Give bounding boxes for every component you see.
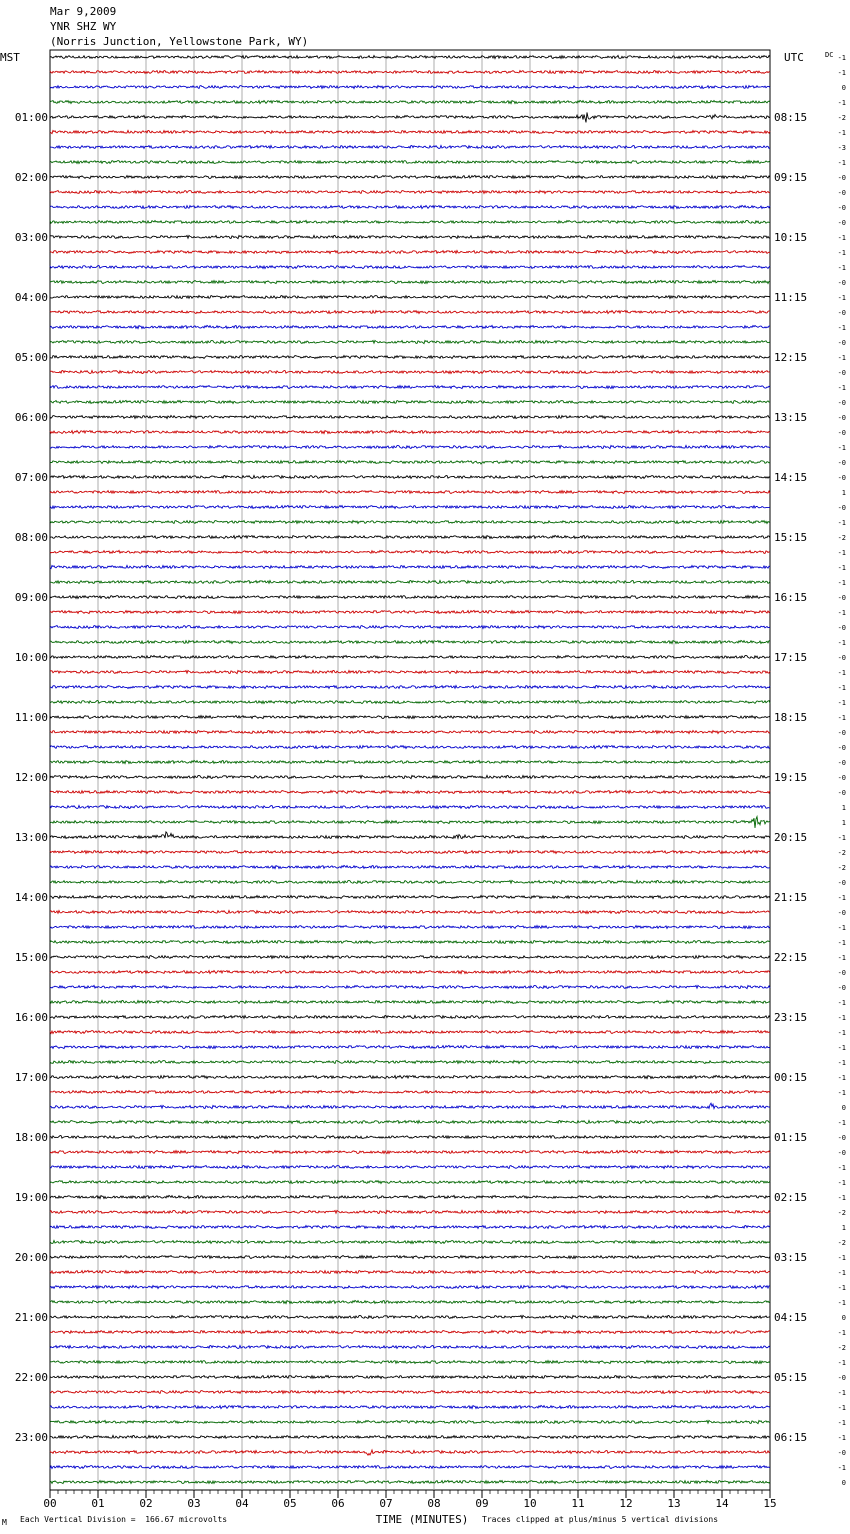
x-tick-label: 14 (715, 1497, 729, 1510)
dc-offset-label: -1 (837, 564, 846, 572)
dc-offset-label: -0 (837, 414, 846, 422)
dc-offset-label: -1 (837, 324, 846, 332)
dc-offset-label: -1 (837, 1029, 846, 1037)
dc-offset-label: -1 (837, 924, 846, 932)
trace-line (50, 1466, 770, 1469)
utc-hour-label: 22:15 (774, 951, 808, 964)
mst-hour-label: 18:00 (14, 1131, 48, 1144)
trace-layer (50, 55, 770, 1483)
dc-offset-label: -0 (837, 459, 846, 467)
trace-line (50, 1103, 770, 1108)
trace-line (50, 445, 770, 448)
mst-hour-label: 06:00 (14, 411, 48, 424)
trace-line (50, 1241, 770, 1244)
dc-offset-label: -0 (837, 339, 846, 347)
trace-line (50, 100, 770, 103)
trace-line (50, 655, 770, 658)
dc-offset-label: -1 (837, 894, 846, 902)
trace-line (50, 1315, 770, 1318)
trace-line (50, 1150, 770, 1153)
mst-hour-label: 04:00 (14, 291, 48, 304)
trace-line (50, 295, 770, 298)
trace-line (50, 1165, 770, 1168)
trace-line (50, 832, 770, 839)
trace-line (50, 86, 770, 89)
x-tick-label: 01 (91, 1497, 105, 1510)
dc-offset-label: 0 (841, 1314, 846, 1322)
trace-line (50, 1181, 770, 1184)
dc-offset-label: -1 (837, 129, 846, 137)
dc-offset-label: -1 (837, 1404, 846, 1412)
dc-offset-label: -1 (837, 1299, 846, 1307)
trace-line (50, 251, 770, 254)
trace-line (50, 865, 770, 868)
trace-line (50, 817, 770, 828)
dc-offset-label: -0 (837, 369, 846, 377)
dc-offset-label: 1 (841, 489, 846, 497)
x-tick-label: 10 (523, 1497, 537, 1510)
utc-hour-label: 13:15 (774, 411, 808, 424)
mst-hour-label: 14:00 (14, 891, 48, 904)
dc-offset-label: -2 (837, 1239, 846, 1247)
utc-hour-label: 03:15 (774, 1251, 808, 1264)
dc-offset-label: -1 (837, 1434, 846, 1442)
dc-offset-label: -1 (837, 1329, 846, 1337)
mst-hour-label: 23:00 (14, 1431, 48, 1444)
dc-offset-label: -0 (837, 759, 846, 767)
utc-hour-label: 12:15 (774, 351, 808, 364)
trace-line (50, 356, 770, 359)
dc-offset-label: -0 (837, 399, 846, 407)
mst-hour-label: 15:00 (14, 951, 48, 964)
dc-offset-label: -0 (837, 504, 846, 512)
trace-line (50, 1450, 770, 1455)
dc-offset-label: -2 (837, 114, 846, 122)
trace-line (50, 1256, 770, 1259)
dc-offset-label: 1 (841, 804, 846, 812)
dc-offset-label: -1 (837, 354, 846, 362)
footer-left-mark: M (2, 1518, 7, 1527)
dc-offset-label: -3 (837, 144, 846, 152)
dc-offset-label: -0 (837, 879, 846, 887)
trace-line (50, 146, 770, 149)
dc-offset-label: -1 (837, 834, 846, 842)
dc-offset-label: -0 (837, 984, 846, 992)
mst-axis-label: MST (0, 51, 20, 64)
dc-offset-label: -1 (837, 684, 846, 692)
dc-offset-label: -1 (837, 1164, 846, 1172)
trace-line (50, 340, 770, 343)
trace-line (50, 610, 770, 613)
trace-line (50, 371, 770, 374)
trace-line (50, 430, 770, 433)
mst-hour-label: 16:00 (14, 1011, 48, 1024)
trace-line (50, 1420, 770, 1423)
dc-offset-label: -1 (837, 1359, 846, 1367)
trace-line (50, 1075, 770, 1078)
dc-offset-label: -2 (837, 849, 846, 857)
mst-hour-label: 17:00 (14, 1071, 48, 1084)
dc-offset-label: -1 (837, 714, 846, 722)
dc-offset-label: -1 (837, 1419, 846, 1427)
mst-hour-label: 08:00 (14, 531, 48, 544)
trace-line (50, 266, 770, 269)
dc-offset-label: -1 (837, 1389, 846, 1397)
mst-hour-label: 21:00 (14, 1311, 48, 1324)
trace-line (50, 956, 770, 959)
trace-line (50, 130, 770, 133)
x-tick-label: 05 (283, 1497, 297, 1510)
trace-line (50, 535, 770, 538)
trace-line (50, 791, 770, 794)
dc-offset-label: -0 (837, 909, 846, 917)
trace-line (50, 1391, 770, 1394)
trace-line (50, 280, 770, 283)
dc-offset-label: -1 (837, 294, 846, 302)
dc-offset-label: -0 (837, 279, 846, 287)
dc-offset-label: -1 (837, 384, 846, 392)
trace-line (50, 1480, 770, 1483)
trace-line (50, 70, 770, 73)
dc-offset-label: -0 (837, 174, 846, 182)
trace-line (50, 746, 770, 749)
dc-offset-label: -1 (837, 1074, 846, 1082)
dc-offset-label: -1 (837, 249, 846, 257)
x-tick-label: 09 (475, 1497, 489, 1510)
dc-offset-label: -0 (837, 189, 846, 197)
utc-hour-label: 00:15 (774, 1071, 808, 1084)
utc-hour-label: 15:15 (774, 531, 808, 544)
dc-offset-label: -0 (837, 654, 846, 662)
trace-line (50, 205, 770, 208)
trace-line (50, 190, 770, 193)
dc-offset-label: -2 (837, 534, 846, 542)
trace-line (50, 476, 770, 479)
trace-line (50, 1375, 770, 1378)
utc-hour-label: 19:15 (774, 771, 808, 784)
trace-line (50, 55, 770, 58)
dc-offset-label: -1 (837, 639, 846, 647)
dc-offset-label: -1 (837, 1254, 846, 1262)
utc-hour-label: 16:15 (774, 591, 808, 604)
vertical-scale-note: Each Vertical Division = 166.67 microvolts (20, 1515, 228, 1524)
x-tick-label: 07 (379, 1497, 393, 1510)
dc-offset-label: -2 (837, 1344, 846, 1352)
x-axis-title: TIME (MINUTES) (375, 1513, 469, 1526)
trace-line (50, 985, 770, 988)
trace-line (50, 581, 770, 584)
dc-offset-label: 1 (841, 819, 846, 827)
trace-line (50, 1031, 770, 1034)
dc-offset-label: -0 (837, 774, 846, 782)
trace-line (50, 1121, 770, 1124)
trace-line (50, 175, 770, 178)
utc-hour-label: 08:15 (774, 111, 808, 124)
station-code: YNR SHZ WY (50, 20, 117, 33)
dc-offset-label: -0 (837, 594, 846, 602)
trace-line (50, 416, 770, 419)
utc-hour-label: 20:15 (774, 831, 808, 844)
trace-line (50, 1210, 770, 1213)
trace-line (50, 235, 770, 238)
utc-hour-label: 17:15 (774, 651, 808, 664)
dc-label: DC (825, 51, 834, 59)
utc-hour-label: 06:15 (774, 1431, 808, 1444)
dc-offset-label: -0 (837, 1134, 846, 1142)
trace-line (50, 565, 770, 568)
trace-line (50, 806, 770, 809)
trace-line (50, 1435, 770, 1438)
x-tick-label: 03 (187, 1497, 201, 1510)
dc-offset-label: -0 (837, 429, 846, 437)
x-tick-label: 15 (763, 1497, 777, 1510)
dc-offset-label: -1 (837, 444, 846, 452)
dc-offset-label: -1 (837, 1284, 846, 1292)
trace-line (50, 505, 770, 508)
dc-offset-label: -1 (837, 579, 846, 587)
trace-line (50, 851, 770, 854)
utc-hour-label: 10:15 (774, 231, 808, 244)
trace-line (50, 311, 770, 314)
trace-line (50, 1300, 770, 1303)
x-tick-label: 06 (331, 1497, 345, 1510)
mst-hour-label: 20:00 (14, 1251, 48, 1264)
trace-line (50, 1090, 770, 1093)
trace-line (50, 596, 770, 599)
trace-line (50, 896, 770, 899)
trace-line (50, 715, 770, 718)
dc-offset-label: -0 (837, 204, 846, 212)
dc-offset-label: -0 (837, 624, 846, 632)
trace-line (50, 1016, 770, 1019)
trace-line (50, 970, 770, 973)
dc-offset-label: -1 (837, 54, 846, 62)
utc-hour-label: 21:15 (774, 891, 808, 904)
dc-offset-label: -1 (837, 699, 846, 707)
trace-line (50, 880, 770, 883)
utc-hour-label: 05:15 (774, 1371, 808, 1384)
station-location: (Norris Junction, Yellowstone Park, WY) (50, 35, 309, 48)
trace-line (50, 1361, 770, 1364)
clip-note: Traces clipped at plus/minus 5 vertical divisions (482, 1515, 719, 1524)
mst-hour-label: 19:00 (14, 1191, 48, 1204)
utc-axis-label: UTC (784, 51, 804, 64)
trace-line (50, 550, 770, 553)
trace-line (50, 911, 770, 914)
mst-hour-label: 01:00 (14, 111, 48, 124)
trace-line (50, 112, 770, 122)
trace-line (50, 386, 770, 389)
dc-offset-label: -1 (837, 669, 846, 677)
trace-line (50, 730, 770, 733)
trace-line (50, 1195, 770, 1198)
utc-hour-label: 09:15 (774, 171, 808, 184)
dc-offset-label: -0 (837, 1449, 846, 1457)
trace-line (50, 1331, 770, 1334)
utc-hour-label: 02:15 (774, 1191, 808, 1204)
dc-offset-label: -0 (837, 309, 846, 317)
x-tick-label: 13 (667, 1497, 681, 1510)
dc-offset-label: -1 (837, 1194, 846, 1202)
dc-offset-label: -0 (837, 729, 846, 737)
dc-offset-label: -1 (837, 1464, 846, 1472)
dc-offset-label: -0 (837, 474, 846, 482)
trace-line (50, 491, 770, 494)
trace-line (50, 161, 770, 164)
dc-offset-label: -1 (837, 519, 846, 527)
dc-offset-label: -1 (837, 939, 846, 947)
mst-hour-label: 12:00 (14, 771, 48, 784)
dc-offset-label: -2 (837, 1209, 846, 1217)
dc-offset-label: -0 (837, 1149, 846, 1157)
x-tick-label: 08 (427, 1497, 441, 1510)
trace-line (50, 1346, 770, 1349)
dc-offset-label: -1 (837, 234, 846, 242)
dc-offset-label: 1 (841, 1224, 846, 1232)
trace-line (50, 670, 770, 673)
dc-offset-label: -1 (837, 1014, 846, 1022)
dc-offset-label: -1 (837, 549, 846, 557)
dc-offset-label: -1 (837, 159, 846, 167)
utc-hour-label: 18:15 (774, 711, 808, 724)
dc-offset-label: 0 (841, 1104, 846, 1112)
dc-offset-label: -0 (837, 1374, 846, 1382)
mst-hour-label: 05:00 (14, 351, 48, 364)
plot-date: Mar 9,2009 (50, 5, 117, 18)
trace-line (50, 701, 770, 704)
trace-line (50, 220, 770, 223)
dc-offset-label: -1 (837, 999, 846, 1007)
trace-line (50, 940, 770, 943)
trace-line (50, 400, 770, 403)
trace-line (50, 1136, 770, 1139)
trace-line (50, 521, 770, 524)
x-tick-label: 02 (139, 1497, 153, 1510)
trace-line (50, 1000, 770, 1003)
trace-line (50, 775, 770, 778)
trace-line (50, 640, 770, 643)
trace-line (50, 461, 770, 465)
mst-hour-label: 10:00 (14, 651, 48, 664)
dc-offset-label: -0 (837, 219, 846, 227)
dc-offset-label: -2 (837, 864, 846, 872)
trace-line (50, 1405, 770, 1408)
trace-line (50, 926, 770, 929)
utc-hour-label: 14:15 (774, 471, 808, 484)
dc-offset-label: -1 (837, 99, 846, 107)
x-tick-label: 12 (619, 1497, 633, 1510)
dc-offset-label: -0 (837, 744, 846, 752)
dc-offset-label: -1 (837, 1179, 846, 1187)
utc-hour-label: 04:15 (774, 1311, 808, 1324)
utc-hour-label: 01:15 (774, 1131, 808, 1144)
trace-line (50, 1286, 770, 1289)
utc-hour-label: 23:15 (774, 1011, 808, 1024)
dc-offset-label: 0 (841, 1479, 846, 1487)
trace-line (50, 1061, 770, 1064)
label-layer (15, 54, 846, 1510)
mst-hour-label: 02:00 (14, 171, 48, 184)
dc-offset-label: -1 (837, 264, 846, 272)
trace-line (50, 625, 770, 628)
dc-offset-label: -1 (837, 954, 846, 962)
mst-hour-label: 11:00 (14, 711, 48, 724)
dc-offset-label: -1 (837, 1059, 846, 1067)
dc-offset-label: -1 (837, 1119, 846, 1127)
dc-offset-label: -1 (837, 69, 846, 77)
dc-offset-label: -1 (837, 609, 846, 617)
trace-line (50, 1270, 770, 1273)
trace-line (50, 1045, 770, 1048)
dc-offset-label: -1 (837, 1044, 846, 1052)
x-tick-label: 11 (571, 1497, 585, 1510)
dc-offset-label: -0 (837, 789, 846, 797)
x-tick-label: 04 (235, 1497, 249, 1510)
mst-hour-label: 07:00 (14, 471, 48, 484)
dc-offset-label: -1 (837, 1269, 846, 1277)
utc-hour-label: 11:15 (774, 291, 808, 304)
mst-hour-label: 03:00 (14, 231, 48, 244)
trace-line (50, 1226, 770, 1229)
trace-line (50, 325, 770, 328)
mst-hour-label: 22:00 (14, 1371, 48, 1384)
trace-line (50, 760, 770, 763)
trace-line (50, 686, 770, 689)
dc-offset-label: -0 (837, 969, 846, 977)
dc-offset-label: -1 (837, 1089, 846, 1097)
mst-hour-label: 13:00 (14, 831, 48, 844)
x-tick-label: 00 (43, 1497, 57, 1510)
dc-offset-label: 0 (841, 84, 846, 92)
mst-hour-label: 09:00 (14, 591, 48, 604)
